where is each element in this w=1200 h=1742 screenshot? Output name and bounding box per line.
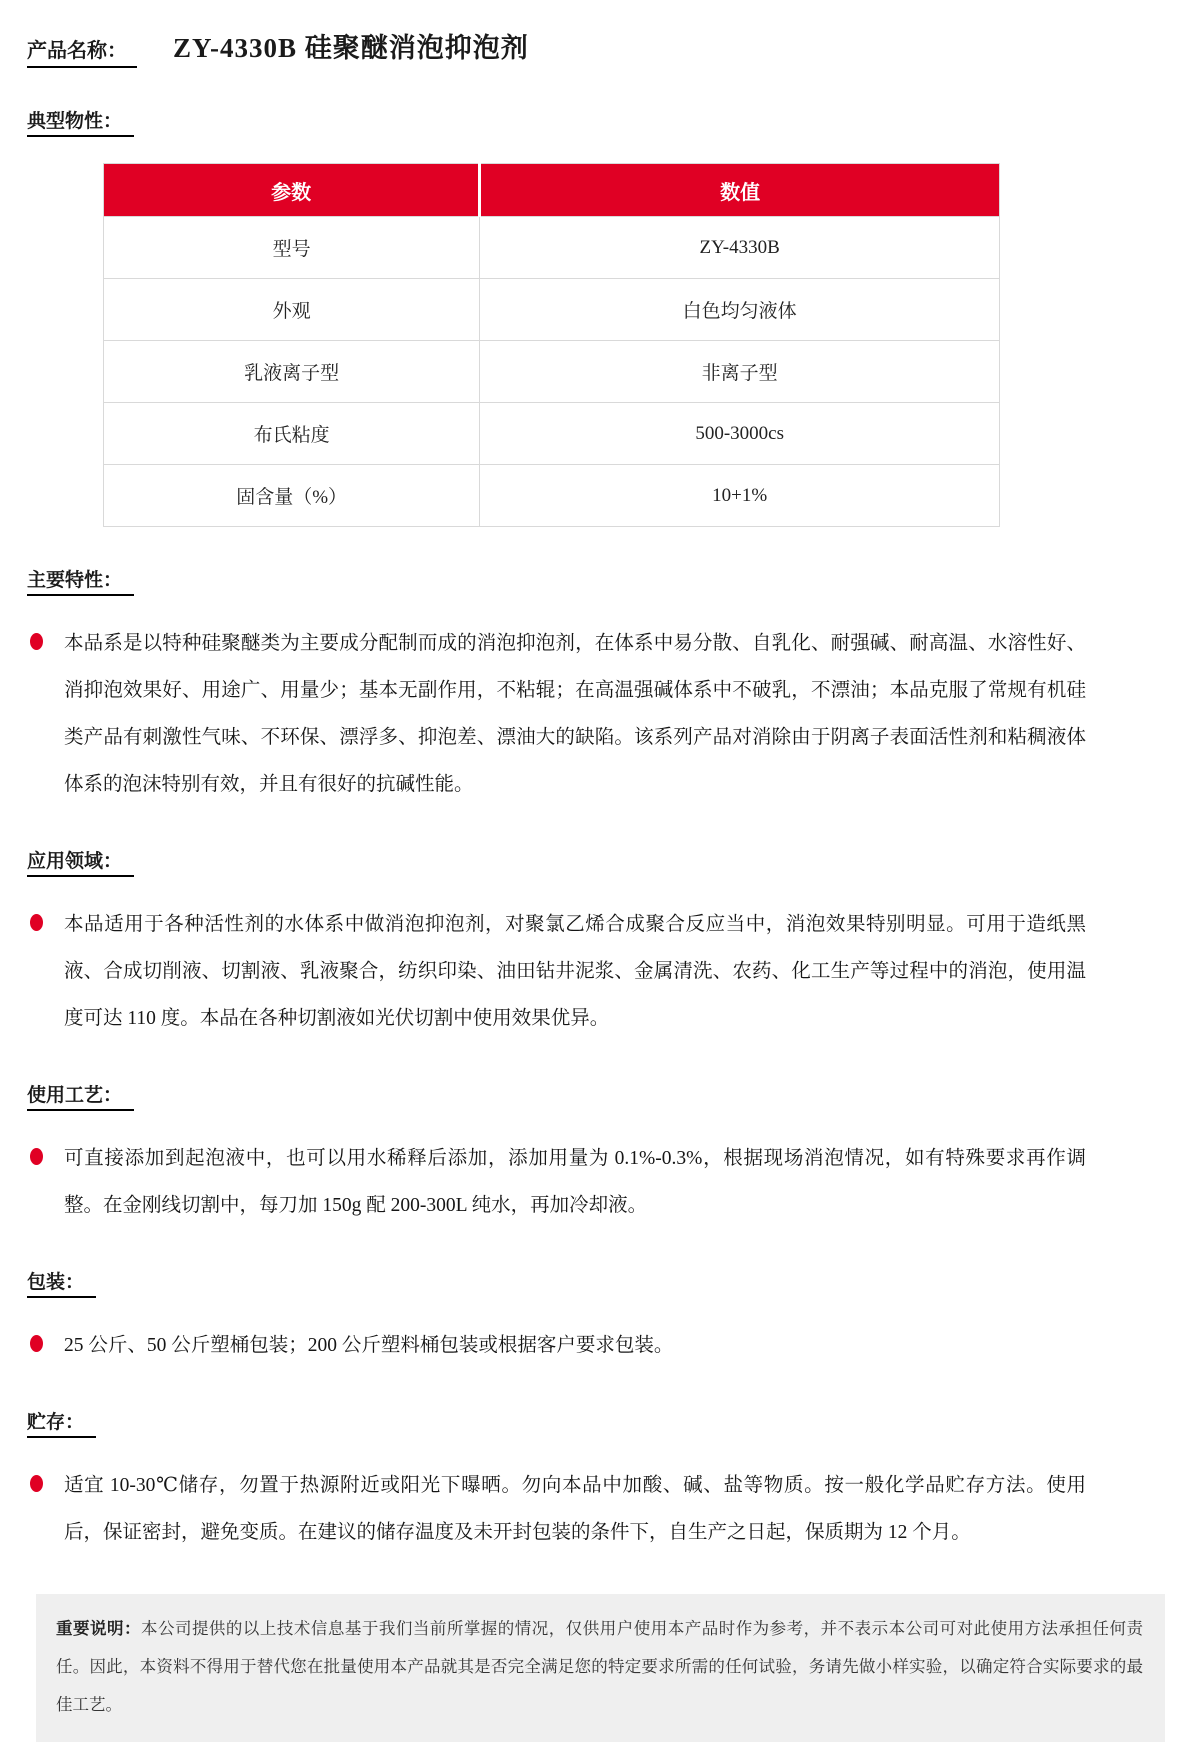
bullet-dot-icon xyxy=(30,1335,43,1352)
bullet-dot-icon xyxy=(30,1148,43,1165)
param-cell: 固含量（%） xyxy=(104,465,480,527)
bullet-text: 可直接添加到起泡液中，也可以用水稀释后添加，添加用量为 0.1%-0.3%，根据现场消泡情况，如有特殊要求再作调整。在金刚线切割中，每刀加 150g 配 200-300L 纯水，再加冷却液。 xyxy=(64,1148,1086,1216)
section-main-features xyxy=(27,571,1170,808)
value-cell: 10+1% xyxy=(480,465,1000,527)
note-text: 本公司提供的以上技术信息基于我们当前所掌握的情况，仅供用户使用本产品时作为参考，并不表示本公司可对此使用方法承担任何责任。因此，本资料不得用于替代您在批量使用本产品就其是否完全满足您的特定要求所需的任何试验，务请先做小样实验，以确定符合实际要求的最佳工艺。 xyxy=(56,1619,1144,1714)
param-cell: 外观 xyxy=(104,279,480,341)
table-row xyxy=(104,217,1000,279)
bullet-text: 适宜 10-30℃储存，勿置于热源附近或阳光下曝晒。勿向本品中加酸、碱、盐等物质。按一般化学品贮存方法。使用后，保证密封，避免变质。在建议的储存温度及未开封包装的条件下，自生产之日起，保质期为 12 个月。 xyxy=(64,1475,1086,1543)
section-heading: 使用工艺： xyxy=(27,1086,134,1111)
title-row xyxy=(27,26,1170,68)
bullet-dot-icon xyxy=(30,1475,43,1492)
bullet-text: 本品适用于各种活性剂的水体系中做消泡抑泡剂，对聚氯乙烯合成聚合反应当中，消泡效果特别明显。可用于造纸黑液、合成切削液、切割液、乳液聚合，纺织印染、油田钻井泥浆、金属清洗、农药、化工生产等过程中的消泡，使用温度可达 110 度。本品在各种切割液如光伏切割中使用效果优异。 xyxy=(64,914,1086,1029)
table-row xyxy=(104,403,1000,465)
bullet-item xyxy=(27,1135,1170,1229)
note-label: 重要说明： xyxy=(56,1619,141,1638)
param-cell: 型号 xyxy=(104,217,480,279)
bullet-item xyxy=(27,901,1170,1042)
table-header-row xyxy=(104,164,1000,217)
bullet-item xyxy=(27,1322,1170,1369)
table-row xyxy=(104,341,1000,403)
bullet-text: 25 公斤、50 公斤塑桶包装；200 公斤塑料桶包装或根据客户要求包装。 xyxy=(64,1335,674,1356)
section-usage-process xyxy=(27,1086,1170,1229)
bullet-item xyxy=(27,1462,1170,1556)
properties-table xyxy=(103,163,1000,527)
value-cell: 非离子型 xyxy=(480,341,1000,403)
section-packaging xyxy=(27,1273,1170,1369)
important-note xyxy=(36,1594,1165,1742)
value-cell: 500-3000cs xyxy=(480,403,1000,465)
section-heading: 典型物性： xyxy=(27,112,134,137)
param-cell: 乳液离子型 xyxy=(104,341,480,403)
table-header-value: 数值 xyxy=(480,164,1000,217)
bullet-dot-icon xyxy=(30,633,43,650)
param-cell: 布氏粘度 xyxy=(104,403,480,465)
bullet-item xyxy=(27,620,1170,808)
value-cell: 白色均匀液体 xyxy=(480,279,1000,341)
section-storage xyxy=(27,1413,1170,1556)
value-cell: ZY-4330B xyxy=(480,217,1000,279)
section-heading: 贮存： xyxy=(27,1413,96,1438)
section-heading: 应用领域： xyxy=(27,852,134,877)
section-heading: 包装： xyxy=(27,1273,96,1298)
properties-table-wrap xyxy=(103,163,1170,527)
product-name-label: 产品名称： xyxy=(27,34,137,68)
section-typical-properties-heading xyxy=(27,112,1170,137)
table-row xyxy=(104,279,1000,341)
table-row xyxy=(104,465,1000,527)
section-application-areas xyxy=(27,852,1170,1042)
page-title: ZY-4330B 硅聚醚消泡抑泡剂 xyxy=(173,33,529,63)
table-header-param: 参数 xyxy=(104,164,480,217)
section-heading: 主要特性： xyxy=(27,571,134,596)
bullet-dot-icon xyxy=(30,914,43,931)
bullet-text: 本品系是以特种硅聚醚类为主要成分配制而成的消泡抑泡剂，在体系中易分散、自乳化、耐强碱、耐高温、水溶性好、消抑泡效果好、用途广、用量少；基本无副作用，不粘辊；在高温强碱体系中不破乳，不漂油；本品克服了常规有机硅类产品有刺激性气味、不环保、漂浮多、抑泡差、漂油大的缺陷。该系列产品对消除由于阴离子表面活性剂和粘稠液体体系的泡沫特别有效，并且有很好的抗碱性能。 xyxy=(64,633,1086,795)
